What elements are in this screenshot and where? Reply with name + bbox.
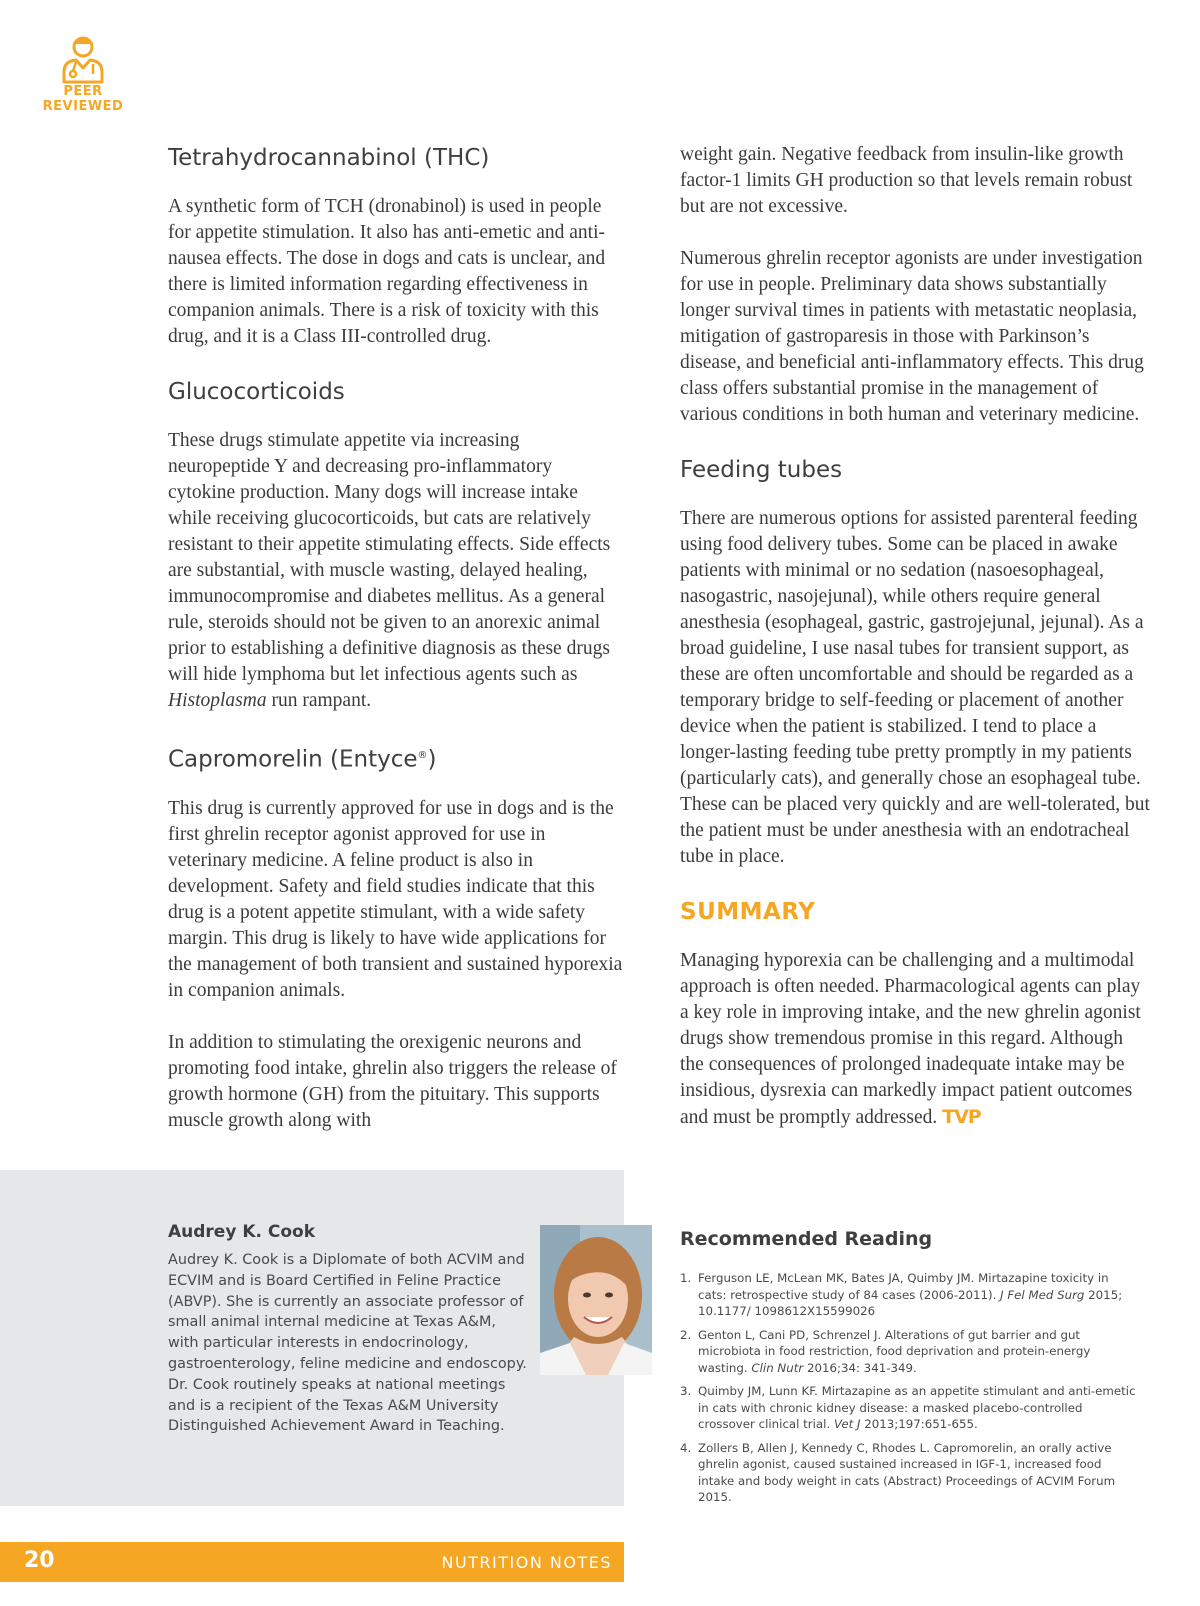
heading-glucocorticoids: Glucocorticoids (168, 379, 345, 405)
heading-feeding-tubes: Feeding tubes (680, 457, 843, 483)
paragraph-glucocorticoids (168, 428, 624, 714)
reference-citation: 2013;197:651-655. (860, 1417, 978, 1431)
registered-mark: ® (417, 750, 428, 761)
reference-citation: 2015; 10.1177/ 1098612X15599026 (698, 1287, 1123, 1318)
right-column (680, 142, 1150, 1157)
reference-text: Zollers B, Allen J, Kennedy C, Rhodes L. Capromorelin, an orally active ghrelin agonist, caused sustained increased in IGF-1, increased food intake and body weight in cats (Abstract) Proceedings of ACVIM Forum 2015. (698, 1440, 1116, 1504)
heading-capromorelin (168, 740, 624, 776)
paragraph-capromorelin-1: This drug is currently approved for use in dogs and is the first ghrelin receptor agonist approved for use in veterinary medicine. A feline product is also in development. Safety and field studies indicate that this drug is a potent appetite stimulant, with a wide safety margin. This drug is likely to have wide applications for the management of both transient and sustained hyporexia in companion animals. (168, 797, 623, 1001)
reference-citation: 2016;34: 341-349. (803, 1360, 917, 1375)
heading-text-end: ) (427, 746, 437, 773)
reference-item (680, 1327, 1140, 1377)
author-photo (540, 1225, 652, 1375)
reference-text: Genton L, Cani PD, Schrenzel J. Alterations of gut barrier and gut microbiota in food restriction, food deprivation and protein-energy wasting. (698, 1327, 1091, 1375)
reference-number: 4. (680, 1440, 692, 1455)
paragraph-capromorelin-2: In addition to stimulating the orexigenic neurons and promoting food intake, ghrelin also triggers the release of growth hormone (GH) from the pituitary. This supports muscle growth along with (168, 1031, 617, 1131)
reference-item (680, 1383, 1140, 1433)
reference-list (680, 1270, 1140, 1513)
heading-summary: SUMMARY (680, 899, 816, 925)
tvp-end-mark: TVP (942, 1106, 981, 1128)
italic-term: Histoplasma (168, 690, 267, 711)
reference-number: 2. (680, 1327, 692, 1342)
reference-number: 1. (680, 1271, 692, 1285)
reference-item (680, 1440, 1140, 1506)
badge-line-1: PEER (63, 84, 103, 99)
paragraph-summary (680, 948, 1150, 1131)
page-number: 20 (24, 1548, 55, 1573)
reference-text: Ferguson LE, McLean MK, Bates JA, Quimby JM. Mirtazapine toxicity in cats: retrospective study of 84 cases (2006-2011). (698, 1271, 1109, 1302)
recommended-reading-title: Recommended Reading (680, 1228, 933, 1250)
author-name: Audrey K. Cook (168, 1222, 316, 1242)
reference-journal: Vet J (833, 1417, 861, 1431)
reference-journal: J Fel Med Surg (1000, 1287, 1085, 1302)
paragraph-feeding-tubes: There are numerous options for assisted parenteral feeding using food delivery tubes. Some can be placed in awake patients with minimal or no sedation (nasoesophageal, nasogastric, nasojejunal), while others require general anesthesia (esophageal, gastric, gastrojejunal, jejunal). As a broad guideline, I use nasal tubes for transient support, as these are often uncomfortable and should be regarded as a temporary bridge to self-feeding or placement of another device when the patient is stabilized. I tend to place a longer-lasting feeding tube pretty promptly in my patients (particularly cats), and generally chose an esophageal tube. These can be placed very quickly and are well-tolerated, but the patient must be under anesthesia with an endotracheal tube in place. (680, 508, 1150, 867)
paragraph-text: These drugs stimulate appetite via increasing neuropeptide Y and decreasing pro-inflammatory cytokine production. Many dogs will increase intake while receiving glucocorticoids, but cats are relatively resistant to their appetite stimulating effects. Side effects are substantial, with muscle wasting, delayed healing, immunocompromise and diabetes mellitus. As a general rule, steroids should not be given to an anorexic animal prior to establishing a definitive diagnosis as these drugs will hide lymphoma but let infectious agents such as (168, 430, 611, 685)
badge-line-2: REVIEWED (42, 99, 124, 114)
paragraph-thc: A synthetic form of TCH (dronabinol) is used in people for appetite stimulation. It also has anti-emetic and anti-nausea effects. The dose in dogs and cats is unclear, and there is limited information regarding effectiveness in companion animals. There is a risk of toxicity with this drug, and it is a Class III-controlled drug. (168, 196, 606, 347)
author-portrait-image (540, 1225, 652, 1375)
left-column (168, 142, 624, 1160)
summary-text: Managing hyporexia can be challenging and a multimodal approach is often needed. Pharmacological agents can play a key role in improving intake, and the new ghrelin agonist drugs show tremendous promise in this regard. Although the consequences of prolonged inadequate intake may be insidious, dysrexia can markedly impact patient outcomes and must be promptly addressed. (680, 950, 1141, 1128)
peer-reviewed-badge (38, 34, 128, 114)
heading-thc: Tetrahydrocannabinol (THC) (168, 145, 490, 171)
author-bio: Audrey K. Cook is a Diplomate of both ACVIM and ECVIM and is Board Certified in Feline Practice (ABVP). She is currently an associate professor of small animal internal medicine at Texas A&M, with particular interests in endocrinology, gastroenterology, feline medicine and endoscopy. Dr. Cook routinely speaks at national meetings and is a recipient of the Texas A&M University Distinguished Achievement Award in Teaching. (168, 1252, 527, 1435)
reference-journal: Clin Nutr (751, 1360, 804, 1375)
reference-item (680, 1270, 1140, 1320)
paragraph-weight-gain: weight gain. Negative feedback from insulin-like growth factor-1 limits GH production so that levels remain robust but are not excessive. (680, 144, 1133, 217)
section-label: NUTRITION NOTES (441, 1553, 612, 1572)
paragraph-text: run rampant. (266, 690, 372, 711)
reference-text: Quimby JM, Lunn KF. Mirtazapine as an appetite stimulant and anti-emetic in cats with chronic kidney disease: a masked placebo-controlled crossover clinical trial. (698, 1384, 1136, 1431)
footer-bar (0, 1542, 624, 1582)
reference-number: 3. (680, 1384, 692, 1398)
heading-text: Capromorelin (Entyce (168, 746, 418, 773)
doctor-icon (60, 34, 106, 84)
paragraph-ghrelin-agonists: Numerous ghrelin receptor agonists are under investigation for use in people. Preliminary data shows substantially longer survival times in patients with metastatic neoplasia, mitigation of gastroparesis in those with Parkinson’s disease, and beneficial anti-inflammatory effects. This drug class offers substantial promise in the management of various conditions in both human and veterinary medicine. (680, 248, 1144, 425)
